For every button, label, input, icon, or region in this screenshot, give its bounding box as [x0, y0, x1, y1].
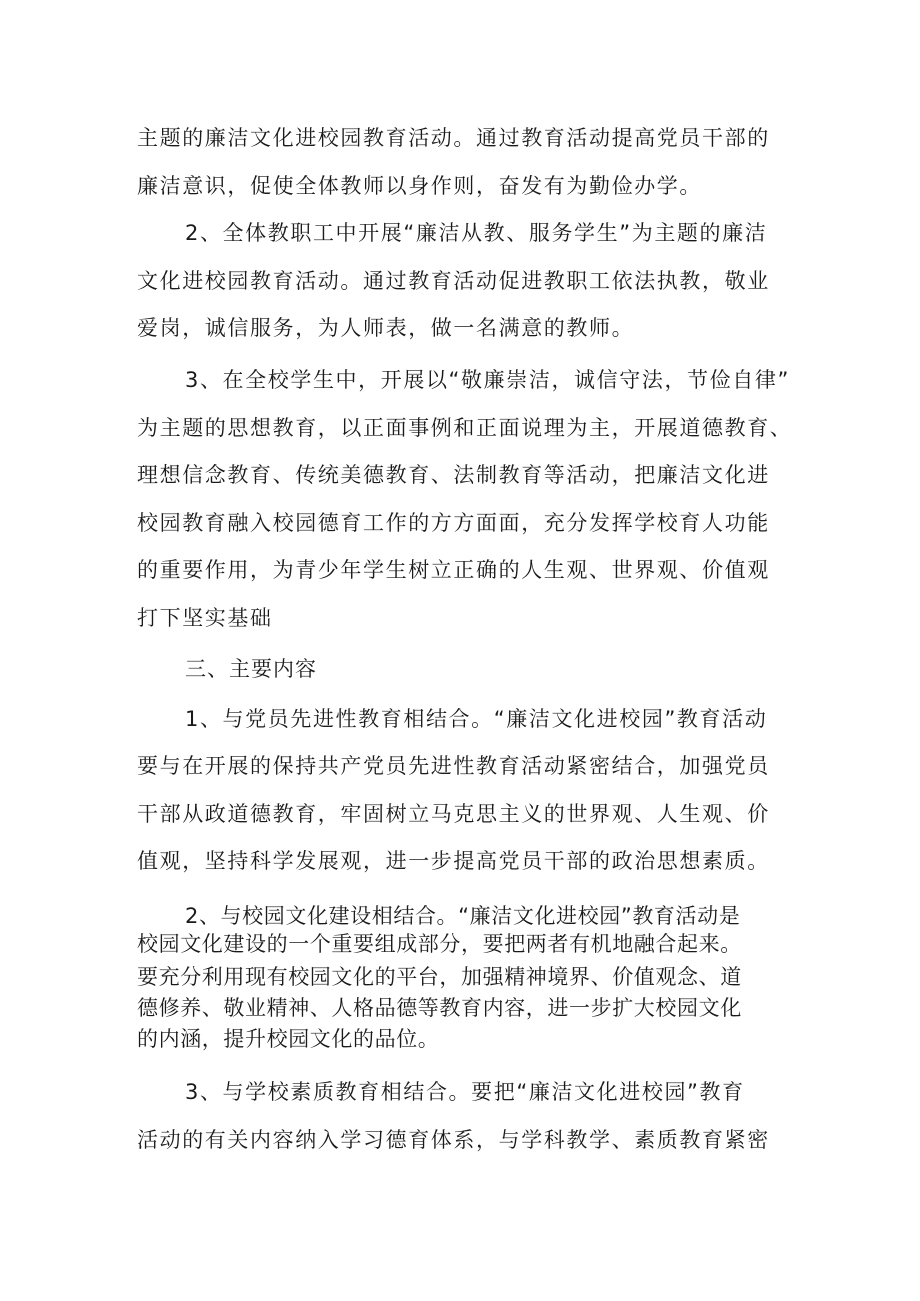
text-line: 2、全体教职工中开展“廉洁从教、服务学生”为主题的廉洁: [185, 221, 768, 245]
text-line: 活动的有关内容纳入学习德育体系，与学科教学、素质教育紧密: [137, 1128, 770, 1152]
text-line: 要与在开展的保持共产党员先进性教育活动紧密结合，加强党员: [137, 754, 770, 778]
text-line: 校园教育融入校园德育工作的方方面面，充分发挥学校育人功能: [137, 511, 770, 535]
text-line: 干部从政道德教育，牢固树立马克思主义的世界观、人生观、价: [137, 802, 770, 826]
text-line: 的内涵，提升校园文化的品位。: [137, 1027, 440, 1051]
text-line: 文化进校园教育活动。通过教育活动促进教职工依法执教，敬业: [137, 269, 770, 293]
text-line: 打下坚实基础: [137, 606, 273, 630]
text-line: 廉洁意识，促使全体教师以身作则，奋发有为勤俭办学。: [137, 174, 702, 198]
text-line: 值观，坚持科学发展观，进一步提高党员干部的政治思想素质。: [137, 849, 770, 873]
text-line: 德修养、敬业精神、人格品德等教育内容，进一步扩大校园文化: [137, 996, 742, 1020]
text-line: 3、在全校学生中，开展以“敬廉崇洁，诚信守法，节俭自律”: [185, 368, 790, 392]
text-line: 爱岗，诚信服务，为人师表，做一名满意的教师。: [137, 316, 635, 340]
text-line: 校园文化建设的一个重要组成部分，要把两者有机地融合起来。: [137, 932, 742, 956]
text-line: 2、与校园文化建设相结合。“廉洁文化进校园”教育活动是: [185, 904, 741, 928]
text-line: 要充分利用现有校园文化的平台，加强精神境界、价值观念、道: [137, 965, 742, 989]
text-line: 3、与学校素质教育相结合。要把“廉洁文化进校园”教育: [185, 1080, 745, 1104]
text-line: 为主题的思想教育，以正面事例和正面说理为主，开展道德教育、: [137, 416, 793, 440]
text-line: 理想信念教育、传统美德教育、法制教育等活动，把廉洁文化进: [137, 463, 770, 487]
text-line: 的重要作用，为青少年学生树立正确的人生观、世界观、价值观: [137, 558, 770, 582]
text-line: 1、与党员先进性教育相结合。“廉洁文化进校园”教育活动: [185, 707, 768, 731]
text-line: 主题的廉洁文化进校园教育活动。通过教育活动提高党员干部的: [137, 126, 770, 150]
section-heading: 三、主要内容: [185, 657, 317, 681]
